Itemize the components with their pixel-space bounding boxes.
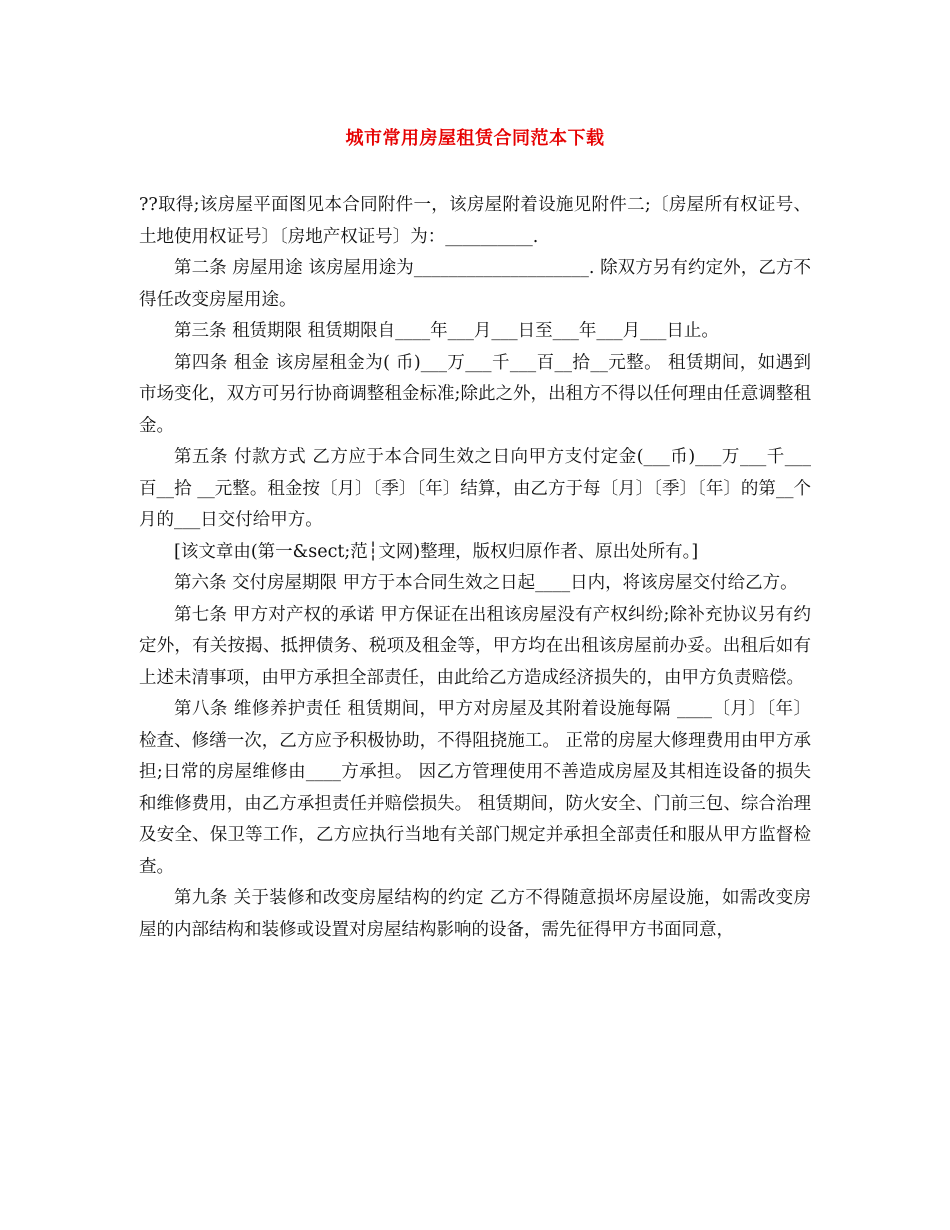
paragraph-article-2: 第二条 房屋用途 该房屋用途为____________________. 除双方另有约定外，乙方不得任改变房屋用途。 — [139, 258, 811, 310]
paragraph-article-4: 第四条 租金 该房屋租金为( 币)___万___千___百__拾__元整。 租赁期间，如遇到市场变化，双方可另行协商调整租金标准;除此之外，出租方不得以任何理由任意调整租金。 — [139, 352, 811, 436]
document-title: 城市常用房屋租赁合同范本下载 — [345, 128, 605, 149]
paragraph-article-8: 第八条 维修养护责任 租赁期间，甲方对房屋及其附着设施每隔 ____〔月〕〔年〕检查、修缮一次，乙方应予积极协助，不得阻挠施工。 正常的房屋大修理费用由甲方承担;日常的房屋维修由____方承担。 因乙方管理使用不善造成房屋及其相连设备的损失和维修费用，由乙方承担责任并赔偿损失。 租赁期间，防火安全、门前三包、综合治理及安全、保卫等工作，乙方应执行当地有关部门规定并承担全部责任和服从甲方监督检查。 — [139, 699, 811, 877]
paragraph-article-3: 第三条 租赁期限 租赁期限自____年___月___日至___年___月___日止。 — [174, 321, 719, 341]
document-body — [139, 190, 811, 946]
paragraph-copyright-note: [该文章由(第一&sect;范┆文网)整理，版权归原作者、原出处所有。] — [174, 541, 699, 562]
paragraph-article-7: 第七条 甲方对产权的承诺 甲方保证在出租该房屋没有产权纠纷;除补充协议另有约定外，有关按揭、抵押债务、税项及租金等，甲方均在出租该房屋前办妥。出租后如有上述未清事项，由甲方承担全部责任，由此给乙方造成经济损失的，由甲方负责赔偿。 — [139, 604, 811, 688]
paragraph-article-9: 第九条 关于装修和改变房屋结构的约定 乙方不得随意损坏房屋设施，如需改变房屋的内部结构和装修或设置对房屋结构影响的设备，需先征得甲方书面同意， — [139, 888, 811, 940]
paragraph-article-6: 第六条 交付房屋期限 甲方于本合同生效之日起____日内，将该房屋交付给乙方。 — [174, 573, 798, 593]
paragraph-article-5: 第五条 付款方式 乙方应于本合同生效之日向甲方支付定金(___币)___万___千___百__拾 __元整。租金按〔月〕〔季〕〔年〕结算，由乙方于每〔月〕〔季〕〔年〕的第__个月的___日交付给甲方。 — [139, 447, 811, 530]
paragraph-intro: ??取得;该房屋平面图见本合同附件一，该房屋附着设施见附件二;〔房屋所有权证号、土地使用权证号〕〔房地产权证号〕为：__________. — [139, 195, 811, 247]
